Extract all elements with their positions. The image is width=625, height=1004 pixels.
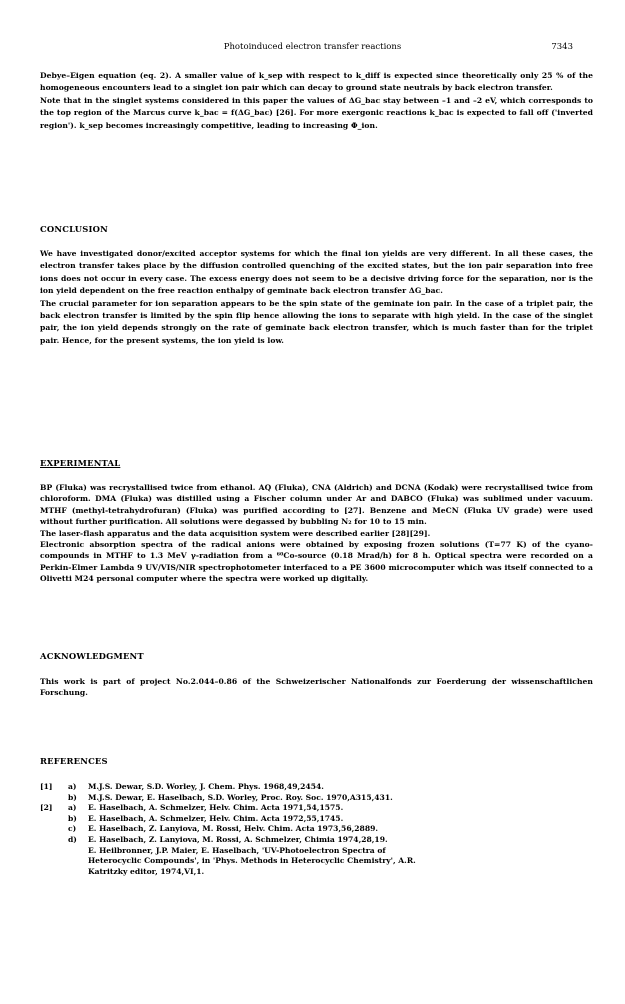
reference-entry xyxy=(40,867,593,878)
conclusion-heading: CONCLUSION xyxy=(40,224,108,234)
reference-text: M.J.S. Dewar, S.D. Worley, J. Chem. Phys. 1968,49,2454. xyxy=(88,782,324,791)
reference-entry xyxy=(40,835,593,846)
references-heading: REFERENCES xyxy=(40,756,108,766)
reference-text: E. Heilbronner, J.P. Maier, E. Haselbach, 'UV-Photoelectron Spectra of xyxy=(88,845,386,855)
acknowledgment-paragraph: This work is part of project No.2.044–0.86 of the Schweizerischer Nationalfonds zur Foerderung der wissenschaftlichen Forschung. xyxy=(40,677,593,698)
reference-entry xyxy=(40,824,593,835)
page-number: 7343 xyxy=(551,42,573,52)
reference-text: E. Haselbach, Z. Lanyiova, M. Rossi, Helv. Chim. Acta 1973,56,2889. xyxy=(88,824,379,834)
reference-letter: a) xyxy=(68,803,77,813)
reference-text: Heterocyclic Compounds', in 'Phys. Methods in Heterocyclic Chemistry', A.R. xyxy=(88,856,416,866)
reference-letter: b) xyxy=(68,792,77,802)
reference-entry xyxy=(40,793,593,804)
reference-text: E. Haselbach, Z. Lanyiova, M. Rossi, A. Schmelzer, Chimia 1974,28,19. xyxy=(88,834,388,844)
running-header xyxy=(0,42,625,56)
experimental-paragraph-2: The laser-flash apparatus and the data acquisition system were described earlier [28][29]. xyxy=(40,528,431,538)
reference-number: [1] xyxy=(40,782,53,791)
reference-letter: d) xyxy=(68,834,77,844)
reference-number xyxy=(40,856,68,867)
reference-entry xyxy=(40,782,593,793)
acknowledgment-block xyxy=(40,676,593,699)
reference-entry xyxy=(40,814,593,825)
reference-number: [2] xyxy=(40,803,53,813)
reference-letter xyxy=(68,856,88,867)
reference-entry xyxy=(40,803,593,814)
experimental-heading: EXPERIMENTAL xyxy=(40,458,121,468)
reference-entry xyxy=(40,846,593,857)
experimental-block xyxy=(40,482,593,585)
reference-number xyxy=(40,835,68,846)
reference-entry xyxy=(40,856,593,867)
references-list xyxy=(40,782,593,877)
experimental-paragraph-3: Electronic absorption spectra of the radical anions were obtained by exposing frozen solutions (T=77 K) of the cyano-compounds in MTHF to 1.3 MeV γ-radiation from a ⁶⁰Co-source (0.18 Mrad/h) for 8 h. Optical spectra were recorded on a Perkin-Elmer Lambda 9 UV/VIS/NIR spectrophotometer interfaced to a PE 3600 microcomputer which was itself connected to a Olivetti M24 personal computer where the spectra were worked up digitally. xyxy=(40,540,593,584)
reference-number xyxy=(40,846,68,857)
reference-letter: a) xyxy=(68,782,77,791)
running-title: Photoinduced electron transfer reactions xyxy=(223,42,402,52)
reference-letter xyxy=(68,867,88,878)
reference-letter: c) xyxy=(68,824,77,834)
intro-block xyxy=(40,70,593,132)
reference-number xyxy=(40,867,68,878)
reference-letter xyxy=(68,846,88,857)
conclusion-paragraph-2: The crucial parameter for ion separation appears to be the spin state of the geminate ion pair. In the case of a triplet pair, the back electron transfer is limited by the spin flip hence allowing the ions to separate with high yield. In the case of the singlet pair, the ion yield depends strongly on the rate of geminate back electron transfer, which is much faster than for the triplet pair. Hence, for the present systems, the ion yield is low. xyxy=(40,298,593,345)
reference-text: M.J.S. Dewar, E. Haselbach, S.D. Worley, Proc. Roy. Soc. 1970,A315,431. xyxy=(88,792,393,802)
conclusion-block xyxy=(40,248,593,347)
experimental-paragraph-1: BP (Fluka) was recrystallised twice from ethanol. AQ (Fluka), CNA (Aldrich) and DCNA (Kodak) were recrystallised twice from chloroform. DMA (Fluka) was distilled using a Fischer column under Ar and DABCO (Fluka) was sublimed under vacuum. MTHF (methyl-tetrahydrofuran) (Fluka) was purified according to [27]. Benzene and MeCN (Fluka UV grade) were used without further purification. All solutions were degassed by bubbling N₂ for 10 to 15 min. xyxy=(40,483,593,527)
reference-text: Katritzky editor, 1974,VI,1. xyxy=(88,866,205,876)
reference-number xyxy=(40,814,68,825)
reference-text: E. Haselbach, A. Schmelzer, Helv. Chim. Acta 1972,55,1745. xyxy=(88,813,344,823)
reference-number xyxy=(40,793,68,804)
intro-paragraph-1: Debye–Eigen equation (eq. 2). A smaller value of k_sep with respect to k_diff is expected since theoretically only 25 % of the homogeneous encounters lead to a singlet ion pair which can decay to ground state neutrals by back electron transfer. xyxy=(40,71,593,93)
reference-text: E. Haselbach, A. Schmelzer, Helv. Chim. Acta 1971,54,1575. xyxy=(88,803,344,813)
acknowledgment-heading: ACKNOWLEDGMENT xyxy=(40,651,144,661)
conclusion-paragraph-1: We have investigated donor/excited acceptor systems for which the final ion yields are very different. In all these cases, the electron transfer takes place by the diffusion controlled quenching of the excited states, but the ion pair separation into free ions does not occur in every case. The excess energy does not seem to be a decisive driving force for the separation, nor is the ion yield dependent on the free reaction enthalpy of geminate back electron transfer ΔG_bac. xyxy=(40,249,593,296)
intro-paragraph-2: Note that in the singlet systems considered in this paper the values of ΔG_bac stay between –1 and –2 eV, which corresponds to the top region of the Marcus curve k_bac = f(ΔG_bac) [26]. For more exergonic reactions k_bac is expected to fall off ('inverted region'). k_sep becomes increasingly competitive, leading to increasing Φ_ion. xyxy=(40,95,593,130)
reference-letter: b) xyxy=(68,813,77,823)
reference-number xyxy=(40,824,68,835)
